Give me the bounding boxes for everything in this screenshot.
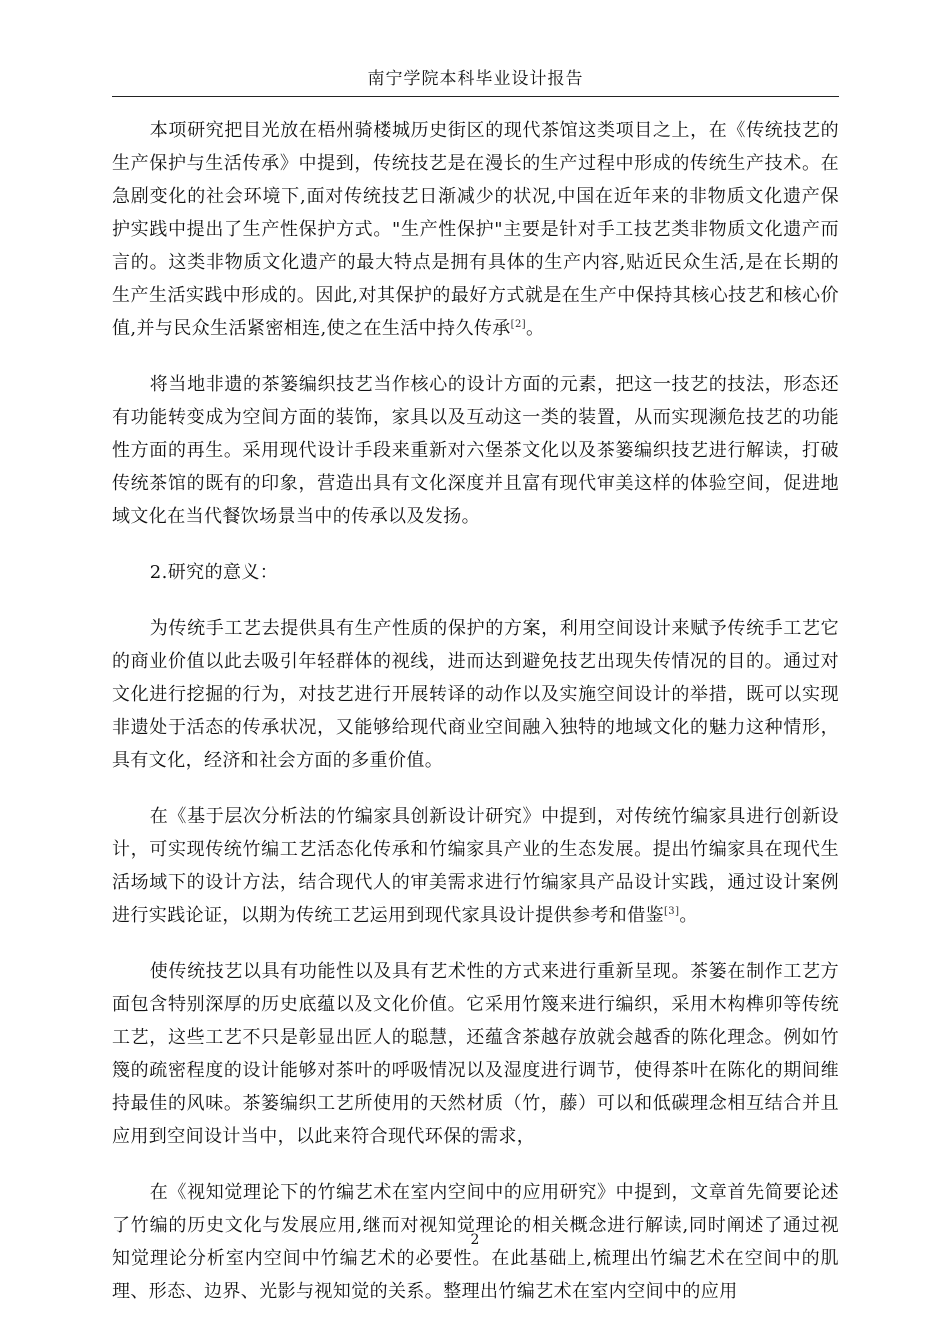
- paragraph-5-end: 。: [679, 905, 698, 926]
- citation-2: [2]: [510, 319, 527, 330]
- citation-3: [3]: [664, 906, 680, 917]
- body-text: [112, 114, 839, 1308]
- paragraph-1-end: 。: [526, 318, 545, 339]
- paragraph-5-text: 在《基于层次分析法的竹编家具创新设计研究》中提到，对传统竹编家具进行创新设计，可实现传统竹编工艺活态化传承和竹编家具产业的生态发展。提出竹编家具在现代生活场域下的设计方法，结合现代人的审美需求进行竹编家具产品设计实践，通过设计案例进行实践论证，以期为传统工艺运用到现代家具设计提供参考和借鉴: [112, 806, 839, 926]
- paragraph-7: 在《视知觉理论下的竹编艺术在室内空间中的应用研究》中提到，文章首先简要论述了竹编的历史文化与发展应用,继而对视知觉理论的相关概念进行解读,同时阐述了通过视知觉理论分析室内空间中竹编艺术的必要性。在此基础上,梳理出竹编艺术在空间中的肌理、形态、边界、光影与视知觉的关系。整理出竹编艺术在室内空间中的应用: [112, 1182, 839, 1302]
- paragraph-1-text: 本项研究把目光放在梧州骑楼城历史街区的现代茶馆这类项目之上，在《传统技艺的生产保护与生活传承》中提到，传统技艺是在漫长的生产过程中形成的传统生产技术。在急剧变化的社会环境下,面对传统技艺日渐减少的状况,中国在近年来的非物质文化遗产保护实践中提出了生产性保护方式。"生产性保护"主要是针对手工技艺类非物质文化遗产而言的。这类非物质文化遗产的最大特点是拥有具体的生产内容,贴近民众生活,是在长期的生产生活实践中形成的。因此,对其保护的最好方式就是在生产中保持其核心技艺和核心价值,并与民众生活紧密相连,使之在生活中持久传承: [112, 120, 839, 339]
- section-heading-significance: 2.研究的意义：: [149, 562, 279, 583]
- header-divider: [112, 96, 839, 97]
- paragraph-4: 为传统手工艺去提供具有生产性质的保护的方案，利用空间设计来赋予传统手工艺它的商业价值以此去吸引年轻群体的视线，进而达到避免技艺出现失传情况的目的。通过对文化进行挖掘的行为，对技艺进行开展转译的动作以及实施空间设计的举措，既可以实现非遗处于活态的传承状况，又能够给现代商业空间融入独特的地域文化的魅力这种情形，具有文化，经济和社会方面的多重价值。: [112, 618, 839, 771]
- paragraph-5: [112, 800, 839, 932]
- paragraph-1: [112, 114, 839, 345]
- paragraph-6: 使传统技艺以具有功能性以及具有艺术性的方式来进行重新呈现。茶篓在制作工艺方面包含特别深厚的历史底蕴以及文化价值。它采用竹篾来进行编织，采用木构榫卯等传统工艺，这些工艺不只是彰显出匠人的聪慧，还蕴含茶越存放就会越香的陈化理念。例如竹篾的疏密程度的设计能够对茶叶的呼吸情况以及湿度进行调节，使得茶叶在陈化的期间维持最佳的风味。茶篓编织工艺所使用的天然材质（竹，藤）可以和低碳理念相互结合并且应用到空间设计当中，以此来符合现代环保的需求，: [112, 961, 839, 1147]
- page-header-title: 南宁学院本科毕业设计报告: [367, 69, 584, 89]
- page-number: 2: [470, 1232, 480, 1248]
- paragraph-2: 将当地非遗的茶篓编织技艺当作核心的设计方面的元素，把这一技艺的技法，形态还有功能转变成为空间方面的装饰，家具以及互动这一类的装置，从而实现濒危技艺的功能性方面的再生。采用现代设计手段来重新对六堡茶文化以及茶篓编织技艺进行解读，打破传统茶馆的既有的印象，营造出具有文化深度并且富有现代审美这样的体验空间，促进地域文化在当代餐饮场景当中的传承以及发扬。: [112, 374, 839, 527]
